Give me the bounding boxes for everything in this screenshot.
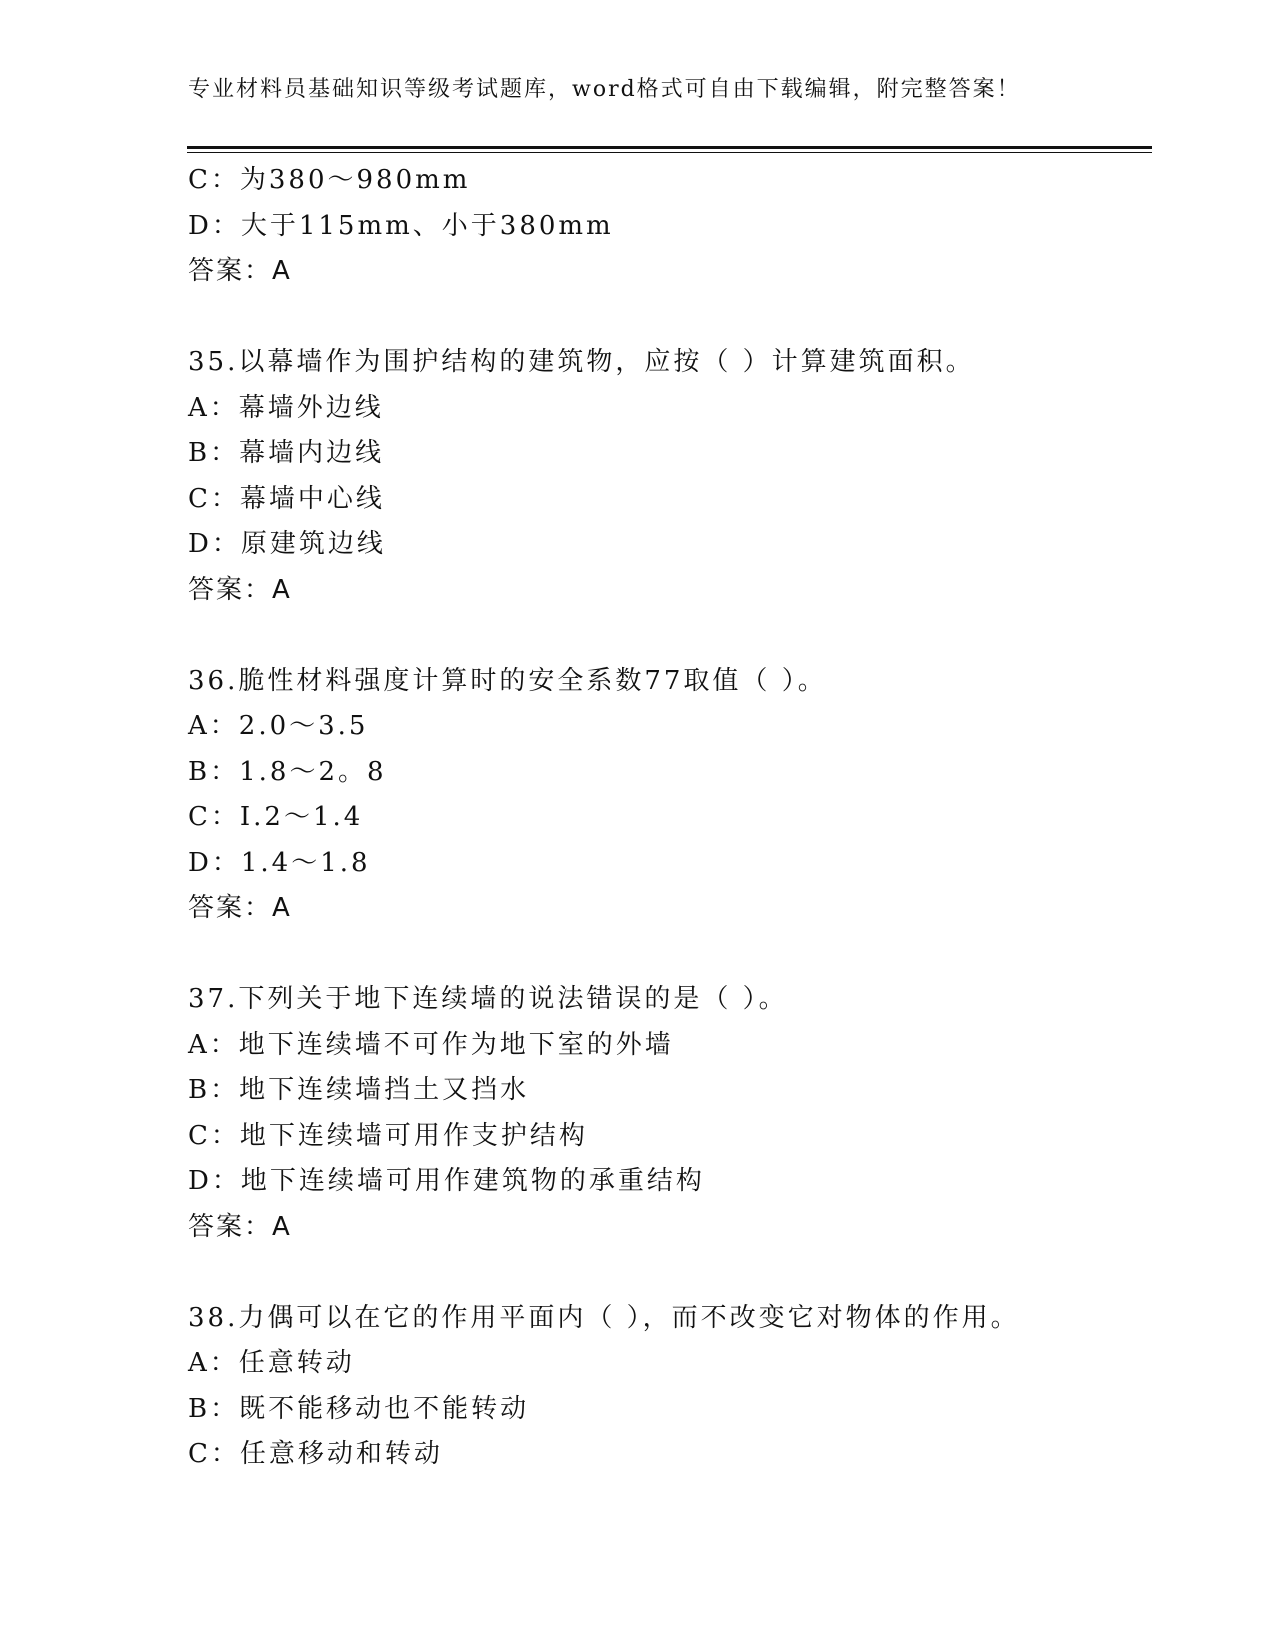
option-d: D：地下连续墙可用作建筑物的承重结构	[188, 1166, 705, 1196]
option-c: C：I.2～1.4	[188, 802, 364, 832]
option-a: A：任意转动	[188, 1348, 355, 1378]
header-rule-thin	[187, 152, 1152, 153]
option-d: D：大于115mm、小于380mm	[188, 210, 614, 241]
question-list	[188, 158, 1148, 1478]
option-d: D：原建筑边线	[188, 529, 386, 559]
option-c: C：地下连续墙可用作支护结构	[188, 1120, 588, 1151]
page-header: 专业材料员基础知识等级考试题库，word格式可自由下载编辑，附完整答案！	[188, 77, 1021, 102]
option-c: C：幕墙中心线	[188, 483, 385, 514]
question-stem: 36.脆性材料强度计算时的安全系数77取值（ ）。	[188, 665, 827, 696]
answer: 答案：A	[188, 893, 292, 923]
option-b: B：地下连续墙挡土又挡水	[188, 1075, 530, 1105]
header-rule-thick	[187, 146, 1152, 149]
question-stem: 35.以幕墙作为围护结构的建筑物，应按（ ）计算建筑面积。	[188, 347, 975, 377]
option-d: D：1.4～1.8	[188, 847, 371, 878]
spacer	[188, 295, 1148, 341]
spacer	[188, 1250, 1148, 1296]
option-c: C：为380～980mm	[188, 165, 471, 195]
question-stem: 38.力偶可以在它的作用平面内（ ），而不改变它对物体的作用。	[188, 1302, 1020, 1333]
option-b: B：1.8～2。8	[188, 756, 387, 787]
spacer	[188, 613, 1148, 659]
answer: 答案：A	[188, 574, 292, 605]
spacer	[188, 932, 1148, 978]
option-b: B：既不能移动也不能转动	[188, 1393, 530, 1424]
answer: 答案：A	[188, 1211, 292, 1242]
answer: 答案：A	[188, 256, 292, 286]
option-a: A：2.0～3.5	[188, 711, 369, 741]
option-c: C：任意移动和转动	[188, 1439, 443, 1469]
option-a: A：地下连续墙不可作为地下室的外墙	[188, 1029, 674, 1060]
option-b: B：幕墙内边线	[188, 438, 385, 468]
question-stem: 37.下列关于地下连续墙的说法错误的是（ ）。	[188, 984, 788, 1014]
option-a: A：幕墙外边线	[188, 392, 384, 423]
